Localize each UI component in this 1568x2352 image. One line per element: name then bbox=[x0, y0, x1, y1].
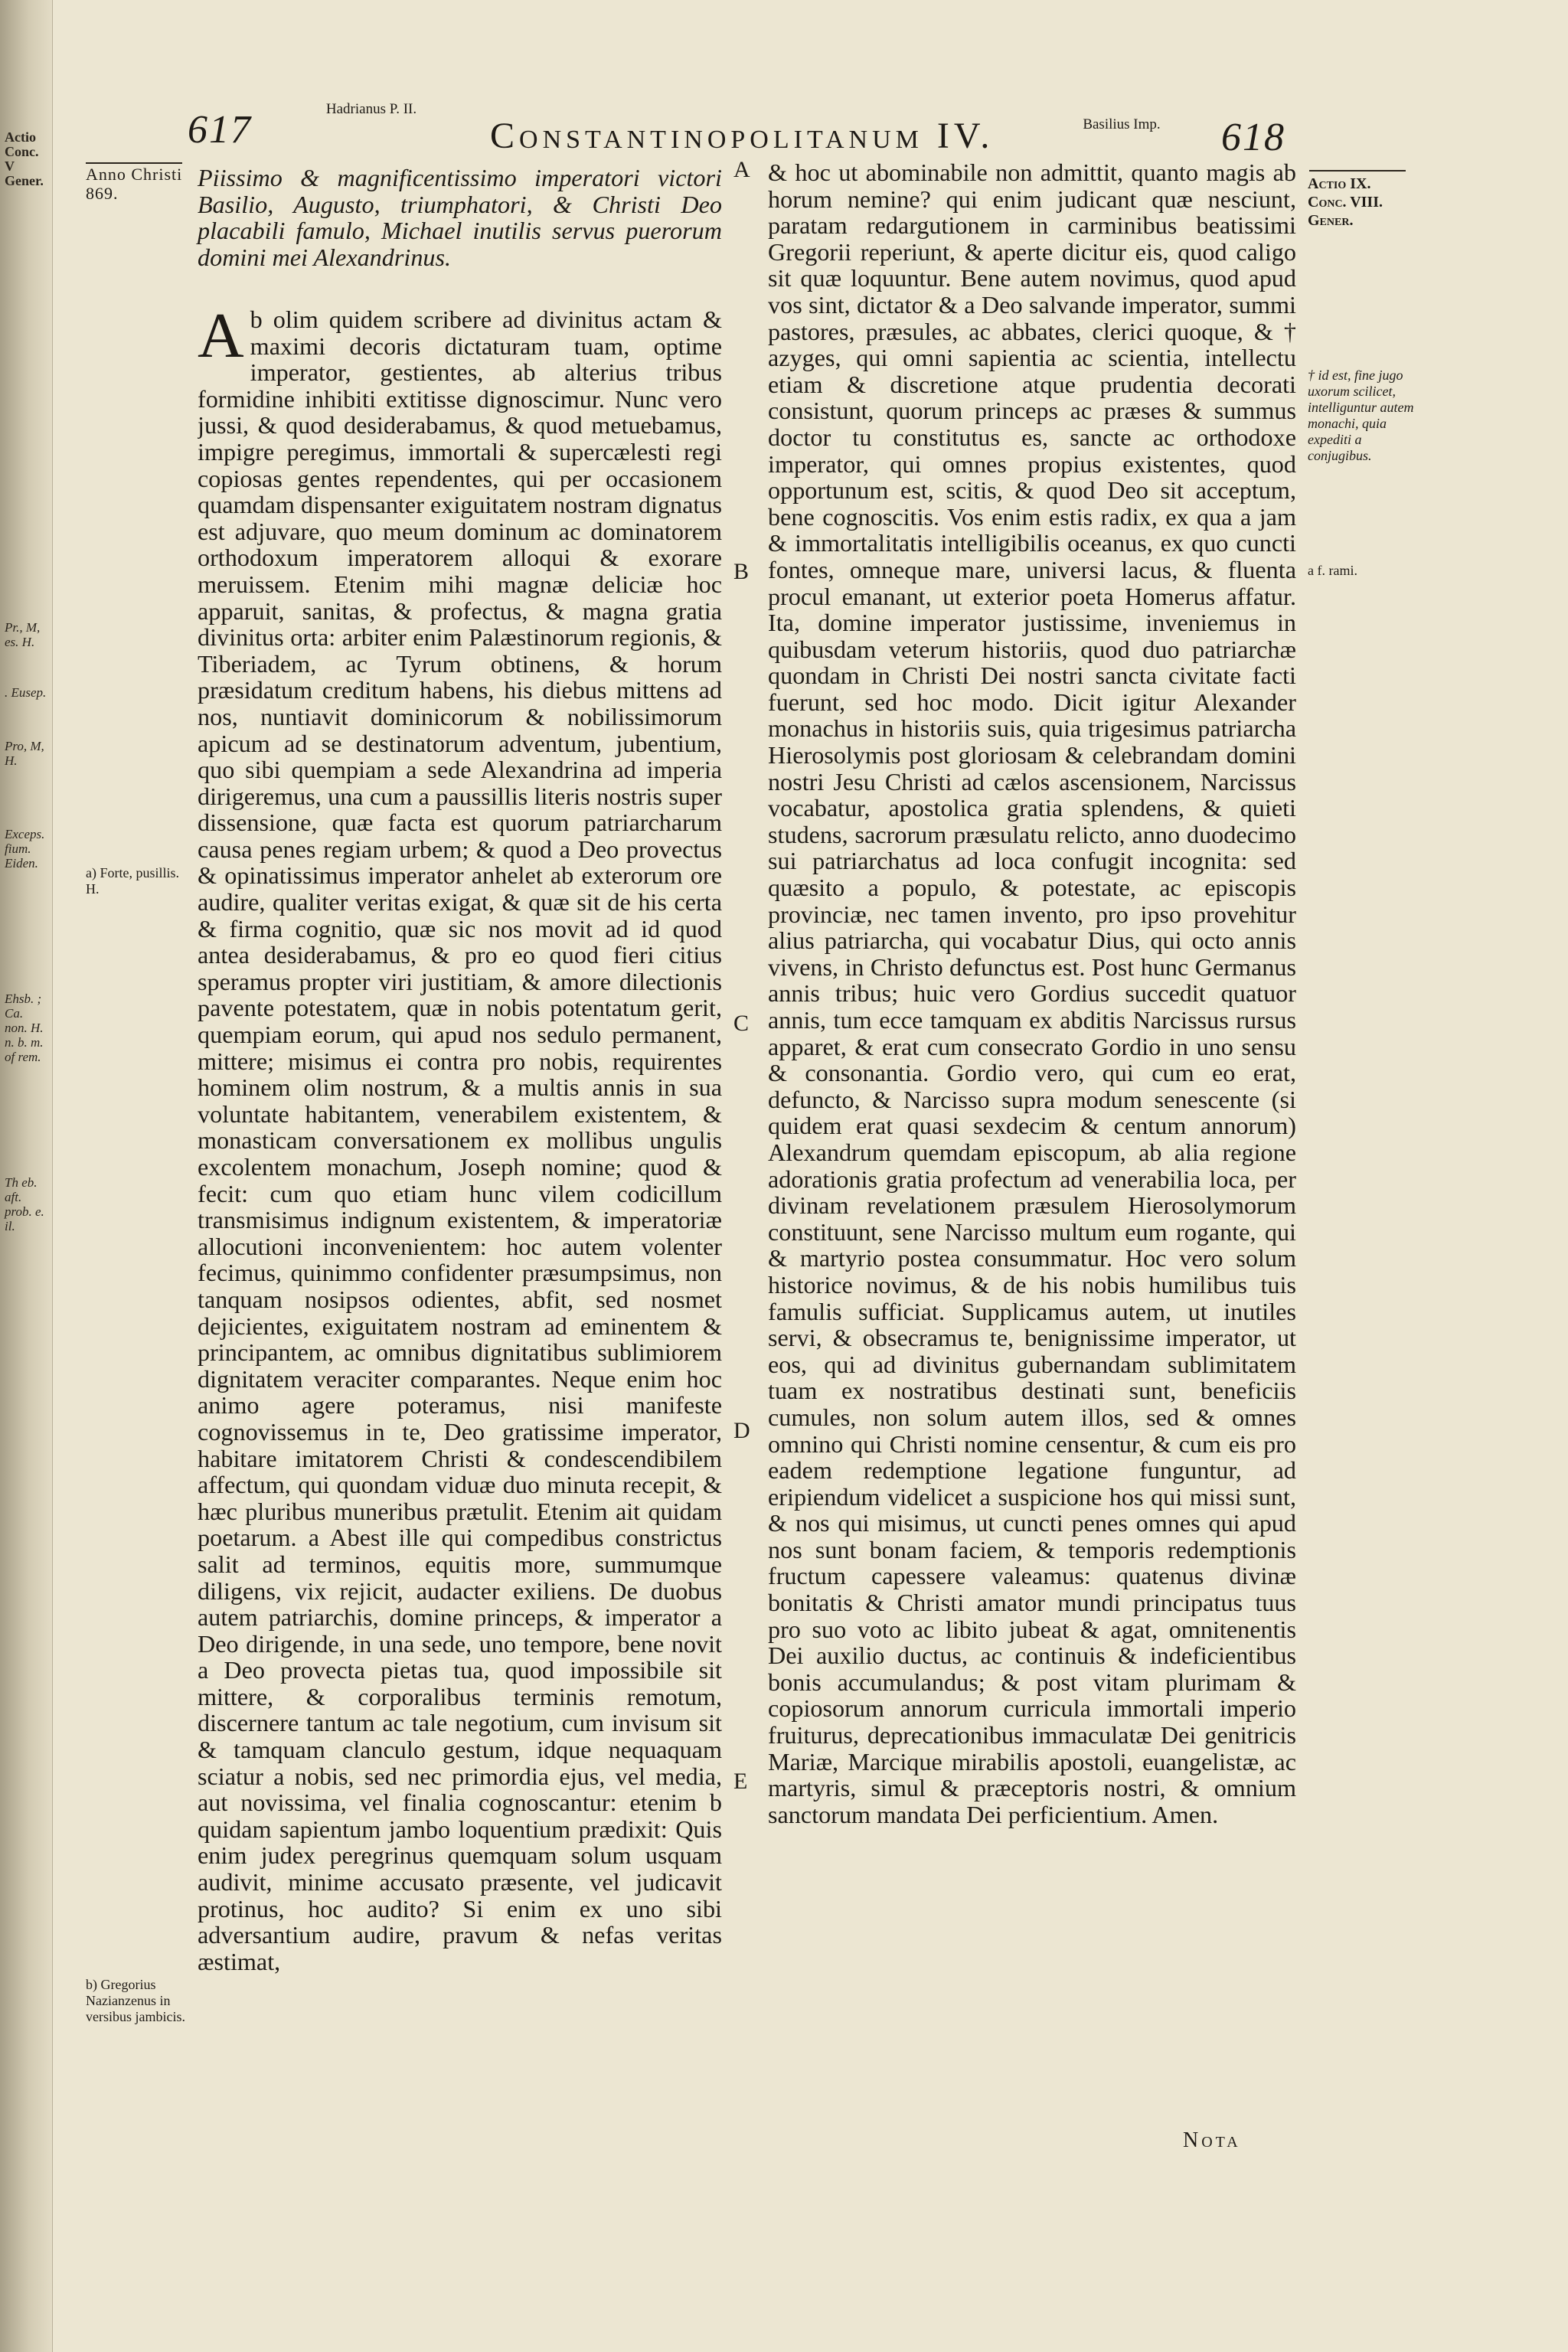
section-letter-a: A bbox=[733, 157, 750, 182]
side-head-rule bbox=[1309, 170, 1406, 172]
edge-note-4: Exceps. fium. Eiden. bbox=[5, 827, 45, 871]
section-letter-b: B bbox=[733, 559, 750, 584]
left-column bbox=[198, 306, 722, 2140]
drop-cap: A bbox=[198, 306, 244, 371]
edge-note-2: . Eusep. bbox=[5, 685, 47, 700]
anno-rule bbox=[86, 162, 182, 164]
right-page-number: 618 bbox=[1221, 116, 1285, 159]
edge-heading: Actio Conc. V Gener. bbox=[5, 129, 44, 188]
dedication-heading bbox=[198, 165, 722, 270]
edge-note-1: Pr., M, es. H. bbox=[5, 620, 41, 649]
running-title: Constantinopolitanum IV. bbox=[490, 116, 995, 156]
right-column-text: & hoc ut abominabile non admittit, quanto magis ab horum nemine? qui enim judicant quæ nesciunt, paratam redargutionem in carminibus beatissimi Gregorii reperiunt, & aperte dicitur eis, quod caligo sit quæ loquuntur. Bene autem novimus, quod apud vos sint, dictator & a Deo salvande imperator, summi pastores, præsules, ac abbates, clerici quoque, & † azyges, qui omni sapientia ac scientia, intellectu etiam & discretione atque prudentia decorati consistunt, quorum princeps ac præses & summus doctor tu constitutus es, sancte ac orthodoxe imperator, qui omnes propius existentes, quod opportunum est, scitis, & quod Deo sit acceptum, bene cognoscitis. Vos enim estis radix, ex qua a jam & immortalitatis intelligibilis oceanus, ex quo cuncti fontes, omneque mare, universi lacus, & fluenta procul emanant, ut exterior poeta Homerus affatur. Ita, domine imperator justissime, inveniemus in quibusdam veterum historiis, quod duo patriarchæ quondam in Christi Dei nostri sancta civitate facti fuerunt, sed hoc modo. Dicit igitur Alexander monachus in historiis suis, quia trigesimus patriarcha Hierosolymis post gloriosam & celebrandam domini nostri Jesu Christi ad cælos ascensionem, Narcissus vocabatur, apostolica gratia splendens, & quieti studens, sacrorum præsulatu relicto, anno duodecimo sui patriarchatus ad loca confugit incognita: sed quæsito a populo, & potestate, ac episcopis provinciæ, nec tamen invento, pro ipso provehitur alius patriarcha, qui vocabatur Dius, qui octo annis vivens, in Christo defunctus est. Post hunc Germanus annis tribus; huic vero Gordius succedit quatuor annis, tum ecce tamquam ex abditis Narcissus rursus apparet, & erat cum consecrato Gordio in uno sensu & consonantia. Gordio vero, qui cum eo erat, defuncto, & Narcisso supra modum senescente (si quidem erat quasi sexdecim & centum annorum) Alexandrum quemdam episcopum, ab alia regione adorationis gratia profectum ad venerabilia loca, per divinam revelationem præsulem Hierosolymorum constituunt, sene Narcisso multum eum rogante, qui & martyrio postea consummatur. Hoc vero solum historice novimus, & de his nobis humilibus tuis famulis sufficiat. Supplicamus autem, ut inutiles servi, & obsecramus te, benignissime imperator, ut eos, qui ad divinitus gubernandam sublimitatem tuam ex nostratibus destinati sunt, beneficiis cumules, non solum autem illos, sed & omnes omnino qui Christi nomine censentur, & cum eis pro eadem redemptione legatione funguntur, ad eripiendum videlicet a suspicione hos qui missi sunt, & nos qui misimus, ut cuncti penes omnes qui apud nos sunt bonam faciem, & temporis redemptionis fructum capessere valeamus: quatenus divinæ bonitatis & Christi amator mundi principatus tuus pro suo voto ac libito jubeat & agat, omnitenentis Dei auxilio ductus, ac continuis & indeficientibus bonis accumulandus; & post vitam plurimam & copiosorum annorum curricula immortali imperio fruiturus, deprecationibus immaculatæ Dei genitricis Mariæ, Marcique mirabilis apostoli, euangelistæ, ac martyris, simul & præceptoris nostri, & omnium sanctorum mandata Dei perficientium. Amen. bbox=[768, 159, 1296, 1828]
actio-heading: Actio IX. Conc. VIII. Gener. bbox=[1308, 175, 1383, 229]
left-page-number: 617 bbox=[188, 108, 252, 152]
note-dagger: † id est, fine jugo uxorum scilicet, intelliguntur autem monachi, quia expediti a conjugibus. bbox=[1308, 368, 1414, 463]
section-letter-d: D bbox=[733, 1418, 750, 1443]
anno-christi: Anno Christi 869. bbox=[86, 165, 183, 203]
section-letter-c: C bbox=[733, 1011, 750, 1036]
note-a: a) Forte, pusillis. H. bbox=[86, 865, 179, 897]
previous-page-edge bbox=[0, 0, 53, 2352]
left-running-label: Hadrianus P. II. bbox=[325, 101, 417, 117]
left-column-text: b olim quidem scribere ad divinitus actam & maximi decoris dictaturam tuam, optime imperator, gestientes, ab alterius tribus formidine inhibiti extitisse dignoscimur. Nunc vero jussi, & quod desiderabamus, & quod metuebamus, impigre peregimus, immortali & supercælesti regi copiosas gentes rependentes, qui per occasionem quamdam dispensanter exiguitatem nostram dignatus est adjuvare, quo meum dominum ac dominatorem orthodoxum imperatorem alloqui & exorare meruissem. Etenim mihi magnæ deliciæ hoc apparuit, sanitas, & profectus, & magna gratia divinitus orta: arbiter enim Palæstinorum regionis, & Tiberiadem, ac Tyrum obtinens, & horum præsidatum creditum habens, his diebus mittens ad nos, nuntiavit dominicorum & nobilissimorum apicum ad se destinatorum adventum, jubentium, quo sibi quempiam a sede Alexandrina ad imperia dirigeremus, una cum a paussillis literis nostris super dissensione, quæ facta est quorum patriarcharum causa penes regiam urbem; & quod a Deo provectus & opinatissimus imperator anhelet ab exterorum ore audire, qualiter veritas exigat, & quæ sit de his certa & firma cognitio, quæ sic nos movit ad id quod antea desiderabamus, & pro eo quod fieri citius speramus propter viri justitiam, & amore dilectionis pavente potestatem, quæ in nobis potentatum gerit, quempiam eorum, qui apud nos sedulo permanent, mittere; misimus ei contra pro nobis, requirentes hominem olim nostrum, & a multis annis in sua voluntate habitantem, venerabilem existentem, & monasticam conversationem ex mollibus ungulis excolentem monachum, Joseph nomine; quod & fecit: cum quo etiam hunc vilem codicillum transmisimus indignum existentem, & imperatoriæ allocutioni inconvenientem: hoc autem volenter fecimus, quinimmo confidenter præsumpsimus, non tanquam nosipsos odientes, abfit, sed nosmet dejicientes, exiguitatem nostram ad eminentem & principantem, ac omnibus dignitatibus sublimiorem dignitatem veraciter comparantes. Neque enim hoc animo agere poteramus, nisi manifeste cognovissemus in te, Deo gratissime imperator, habitare imitatorem Christi & condescendibilem affectum, qui quondam viduæ duo minuta recepit, & hæc pluribus muneribus prætulit. Etenim ait quidam poetarum. a Abest ille qui compedibus constrictus salit ad terminos, equitis more, summumque diligens, vix rejicit, audacter exiliens. De duobus autem patriarchis, domine princeps, & imperator a Deo dirigende, in una sede, uno tempore, bene novit a Deo provecta pietas tua, quod impossibile sit mittere, & corporalibus terminis remotum, discernere tantum ac tale negotium, cum invisum sit & tamquam clanculo gestum, idque nequaquam sciatur a nobis, sed nec primordia ejus, vel media, aut novissima, vel finalia cognoscantur: etenim b quidam sapientum jambo loquentium prædixit: Quis enim judex peregrinus quemquam solum usquam audivit, minime accusato præsente, vel judicavit protinus, hoc audito? Si enim ex uno sibi adversantium audire, pravum & nefas veritas æstimat, bbox=[198, 306, 722, 1975]
note-b: b) Gregorius Nazianzenus in versibus jambicis. bbox=[86, 1977, 185, 2024]
edge-note-5: Ehsb. ; Ca. non. H. n. b. m. of rem. bbox=[5, 991, 44, 1064]
section-letter-e: E bbox=[733, 1769, 748, 1794]
note-a-right: a f. rami. bbox=[1308, 563, 1357, 578]
dedication-text: Piissimo & magnificentissimo imperatori victori Basilio, Augusto, triumphatori, & Christi Deo placabili famulo, Michael inutilis servus puerorum domini mei Alexandrinus. bbox=[198, 164, 722, 271]
right-running-label: Basilius Imp. bbox=[1083, 116, 1161, 132]
edge-note-6: Th eb. aft. prob. e. il. bbox=[5, 1175, 44, 1233]
catchword: Nota bbox=[1183, 2128, 1241, 2152]
edge-note-3: Pro, M, H. bbox=[5, 739, 44, 768]
right-column bbox=[768, 159, 1296, 2043]
